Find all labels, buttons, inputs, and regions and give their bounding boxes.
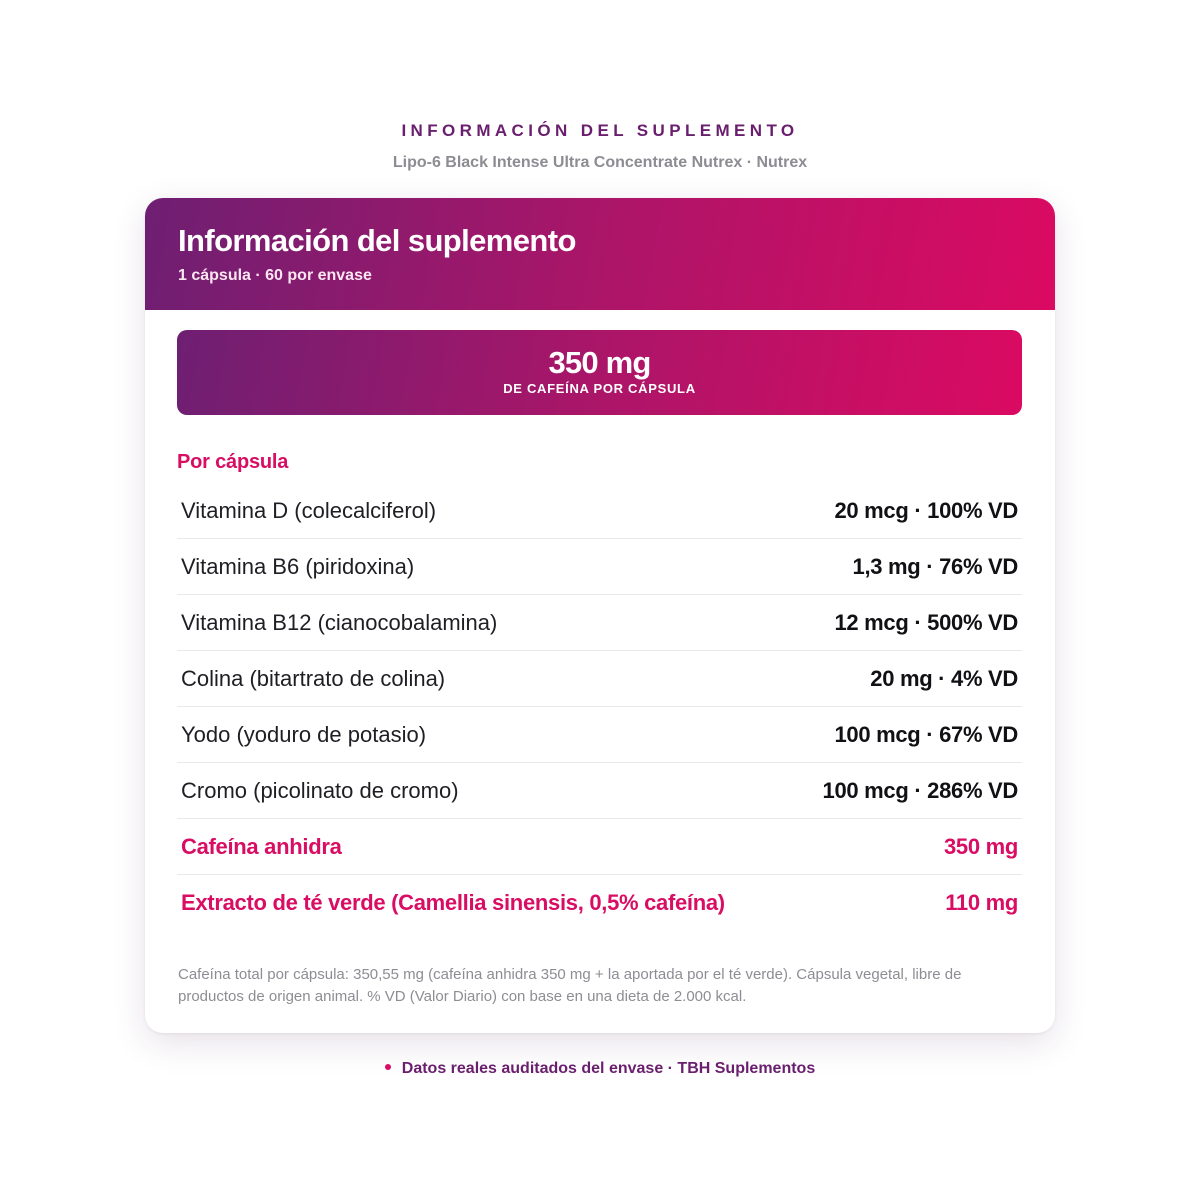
- nutrient-name: Vitamina B6 (piridoxina): [181, 553, 415, 579]
- nutrient-amount: 100 mcg · 286% VD: [822, 777, 1018, 803]
- nutrient-list: [177, 483, 1022, 931]
- nutrient-name: Vitamina D (colecalciferol): [181, 497, 437, 523]
- green-tea-row: [177, 875, 1022, 931]
- source-credit-text: Datos reales auditados del envase · TBH Suplementos: [401, 1060, 816, 1077]
- nutrient-amount: 1,3 mg · 76% VD: [852, 553, 1018, 579]
- source-credit: [0, 1060, 1200, 1078]
- nutrient-amount: 100 mcg · 67% VD: [834, 721, 1018, 747]
- nutrient-name: Yodo (yoduro de potasio): [181, 721, 427, 747]
- bullet-dot-icon: [385, 1064, 391, 1070]
- nutrient-name: Extracto de té verde (Camellia sinensis, 0,5% cafeína): [181, 890, 725, 915]
- page-eyebrow: INFORMACIÓN DEL SUPLEMENTO: [401, 121, 799, 140]
- nutrient-name: Colina (bitartrato de colina): [181, 665, 446, 691]
- nutrient-amount: 350 mg: [943, 833, 1018, 859]
- caffeine-highlight: [177, 330, 1022, 415]
- nutrient-name: Cafeína anhidra: [181, 833, 342, 859]
- card-title: Información del suplemento: [178, 223, 576, 258]
- nutrient-name: Cromo (picolinato de cromo): [181, 777, 459, 803]
- nutrient-amount: 110 mg: [945, 890, 1018, 915]
- caffeine-highlight-label: DE CAFEÍNA POR CÁPSULA: [503, 381, 696, 396]
- nutrient-row: [177, 707, 1022, 763]
- nutrient-row: [177, 483, 1022, 539]
- section-label: Por cápsula: [177, 451, 289, 473]
- serving-size: 1 cápsula · 60 por envase: [178, 267, 372, 284]
- card-header: [145, 198, 1055, 310]
- footnote: Cafeína total por cápsula: 350,55 mg (cafeína anhidra 350 mg + la aportada por el té verde). Cápsula vegetal, libre de productos de origen animal. % VD (Valor Diario) con base en una dieta de 2.000 kcal.: [178, 966, 962, 1005]
- caffeine-highlight-value: 350 mg: [548, 345, 651, 380]
- caffeine-row: [177, 819, 1022, 875]
- nutrient-row: [177, 539, 1022, 595]
- product-subtitle: Lipo-6 Black Intense Ultra Concentrate Nutrex · Nutrex: [392, 154, 808, 171]
- nutrient-row: [177, 763, 1022, 819]
- nutrient-row: [177, 651, 1022, 707]
- nutrient-amount: 20 mcg · 100% VD: [834, 497, 1018, 523]
- nutrient-row: [177, 595, 1022, 651]
- nutrient-name: Vitamina B12 (cianocobalamina): [181, 609, 498, 635]
- supplement-facts-card: [145, 198, 1055, 1033]
- nutrient-amount: 20 mg · 4% VD: [870, 665, 1018, 691]
- nutrient-amount: 12 mcg · 500% VD: [834, 609, 1018, 635]
